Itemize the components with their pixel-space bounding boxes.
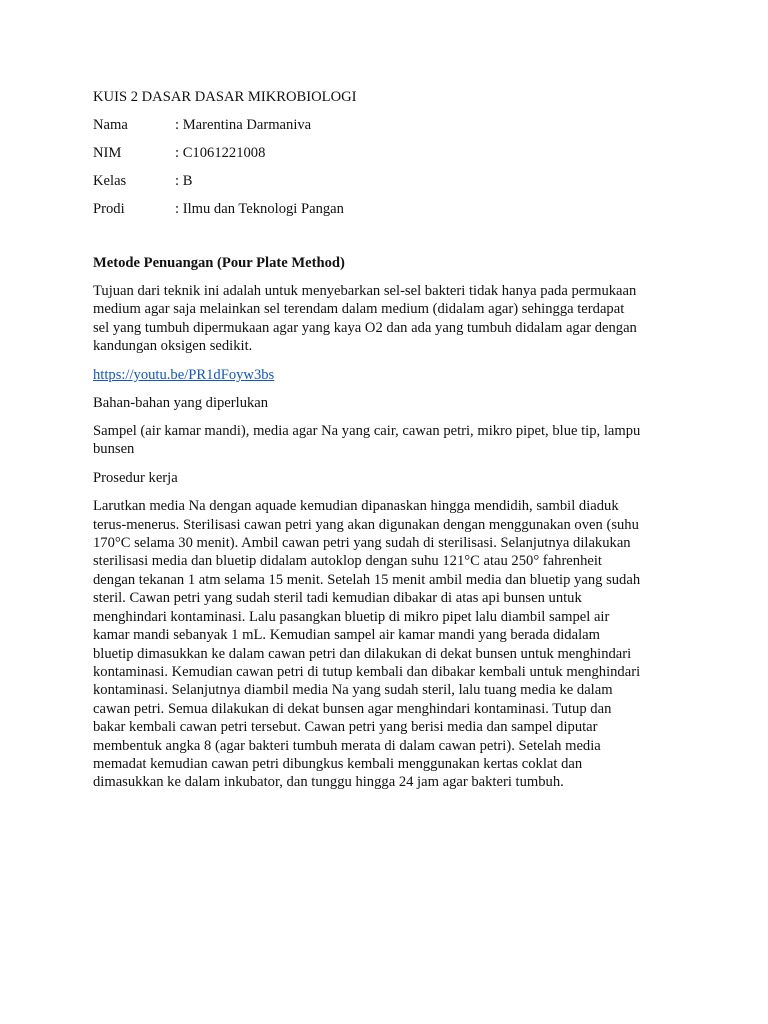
text-line: memadat kemudian cawan petri dibungkus kembali menggunakan kertas coklat dan bbox=[93, 755, 583, 772]
text-line: cawan petri. Semua dilakukan di dekat bunsen agar menghindari kontaminasi. Tutup dan bbox=[93, 700, 612, 717]
text-line: dengan tekanan 1 atm selama 15 menit. Setelah 15 menit ambil media dan bluetip yang sudah bbox=[93, 571, 641, 588]
procedure-paragraph bbox=[93, 497, 708, 792]
text-line: steril. Cawan petri yang sudah steril tadi kemudian dibakar di atas api bunsen untuk bbox=[93, 590, 582, 607]
text-line: Tujuan dari teknik ini adalah untuk menyebarkan sel-sel bakteri tidak hanya pada permukaan bbox=[93, 283, 637, 299]
intro-paragraph bbox=[93, 282, 708, 356]
text-line: bunsen bbox=[93, 441, 135, 458]
field-row-kelas bbox=[93, 172, 708, 190]
text-line: sel yang tumbuh dipermukaan agar yang kaya O2 dan ada yang tumbuh didalam agar dengan bbox=[93, 319, 637, 336]
field-label: Prodi bbox=[93, 201, 125, 217]
text-line: bluetip dimasukkan ke dalam cawan petri dan dilakukan di dekat bunsen untuk menghindari bbox=[93, 645, 632, 662]
text-line: dimasukkan ke dalam inkubator, dan tunggu hingga 24 jam agar bakteri tumbuh. bbox=[93, 774, 564, 791]
text-line: kamar mandi sebanyak 1 mL. Kemudian sampel air kamar mandi yang berada didalam bbox=[93, 627, 600, 644]
document-title: KUIS 2 DASAR DASAR MIKROBIOLOGI bbox=[93, 89, 357, 105]
section-heading: Metode Penuangan (Pour Plate Method) bbox=[93, 255, 345, 271]
field-label: Kelas bbox=[93, 173, 127, 189]
field-row-nama bbox=[93, 116, 708, 134]
field-row-prodi bbox=[93, 200, 708, 218]
video-link[interactable]: https://youtu.be/PR1dFoyw3bs bbox=[93, 366, 275, 383]
field-value: : C1061221008 bbox=[175, 145, 266, 161]
materials-paragraph bbox=[93, 422, 708, 459]
text-line: Sampel (air kamar mandi), media agar Na yang cair, cawan petri, mikro pipet, blue tip, lampu bbox=[93, 423, 641, 440]
text-line: membentuk angka 8 (agar bakteri tumbuh merata di dalam cawan petri). Setelah media bbox=[93, 737, 601, 754]
materials-heading: Bahan-bahan yang diperlukan bbox=[93, 394, 269, 411]
text-line: menghindari kontaminasi. Lalu pasangkan bluetip di mikro pipet lalu diambil sampel air bbox=[93, 608, 610, 625]
text-line: 170°C selama 30 menit). Ambil cawan petri yang sudah di sterilisasi. Selanjutnya dilakukan bbox=[93, 535, 631, 552]
text-line: bakar kembali cawan petri tersebut. Cawan petri yang berisi media dan sampel diputar bbox=[93, 719, 598, 736]
procedure-heading: Prosedur kerja bbox=[93, 469, 178, 486]
text-line: medium agar saja melainkan sel terendam dalam medium (didalam agar) sehingga terdapat bbox=[93, 301, 625, 318]
field-value: : Marentina Darmaniva bbox=[175, 117, 312, 133]
text-line: kontaminasi. Selanjutnya diambil media Na yang sudah steril, lalu tuang media ke dalam bbox=[93, 682, 613, 699]
field-row-nim bbox=[93, 144, 708, 162]
field-value: : B bbox=[175, 173, 193, 189]
text-line: kontaminasi. Kemudian cawan petri di tutup kembali dan dibakar kembali untuk menghindari bbox=[93, 663, 641, 680]
field-label: NIM bbox=[93, 145, 122, 161]
text-line: terus-menerus. Sterilisasi cawan petri yang akan digunakan dengan menggunakan oven (suhu bbox=[93, 516, 639, 533]
field-label: Nama bbox=[93, 117, 128, 133]
text-line: sterilisasi media dan bluetip didalam autoklop dengan suhu 121°C atau 250° fahrenheit bbox=[93, 553, 602, 570]
text-line: kandungan oksigen sedikit. bbox=[93, 338, 253, 355]
field-value: : Ilmu dan Teknologi Pangan bbox=[175, 201, 344, 217]
text-line: Larutkan media Na dengan aquade kemudian dipanaskan hingga mendidih, sambil diaduk bbox=[93, 498, 619, 515]
